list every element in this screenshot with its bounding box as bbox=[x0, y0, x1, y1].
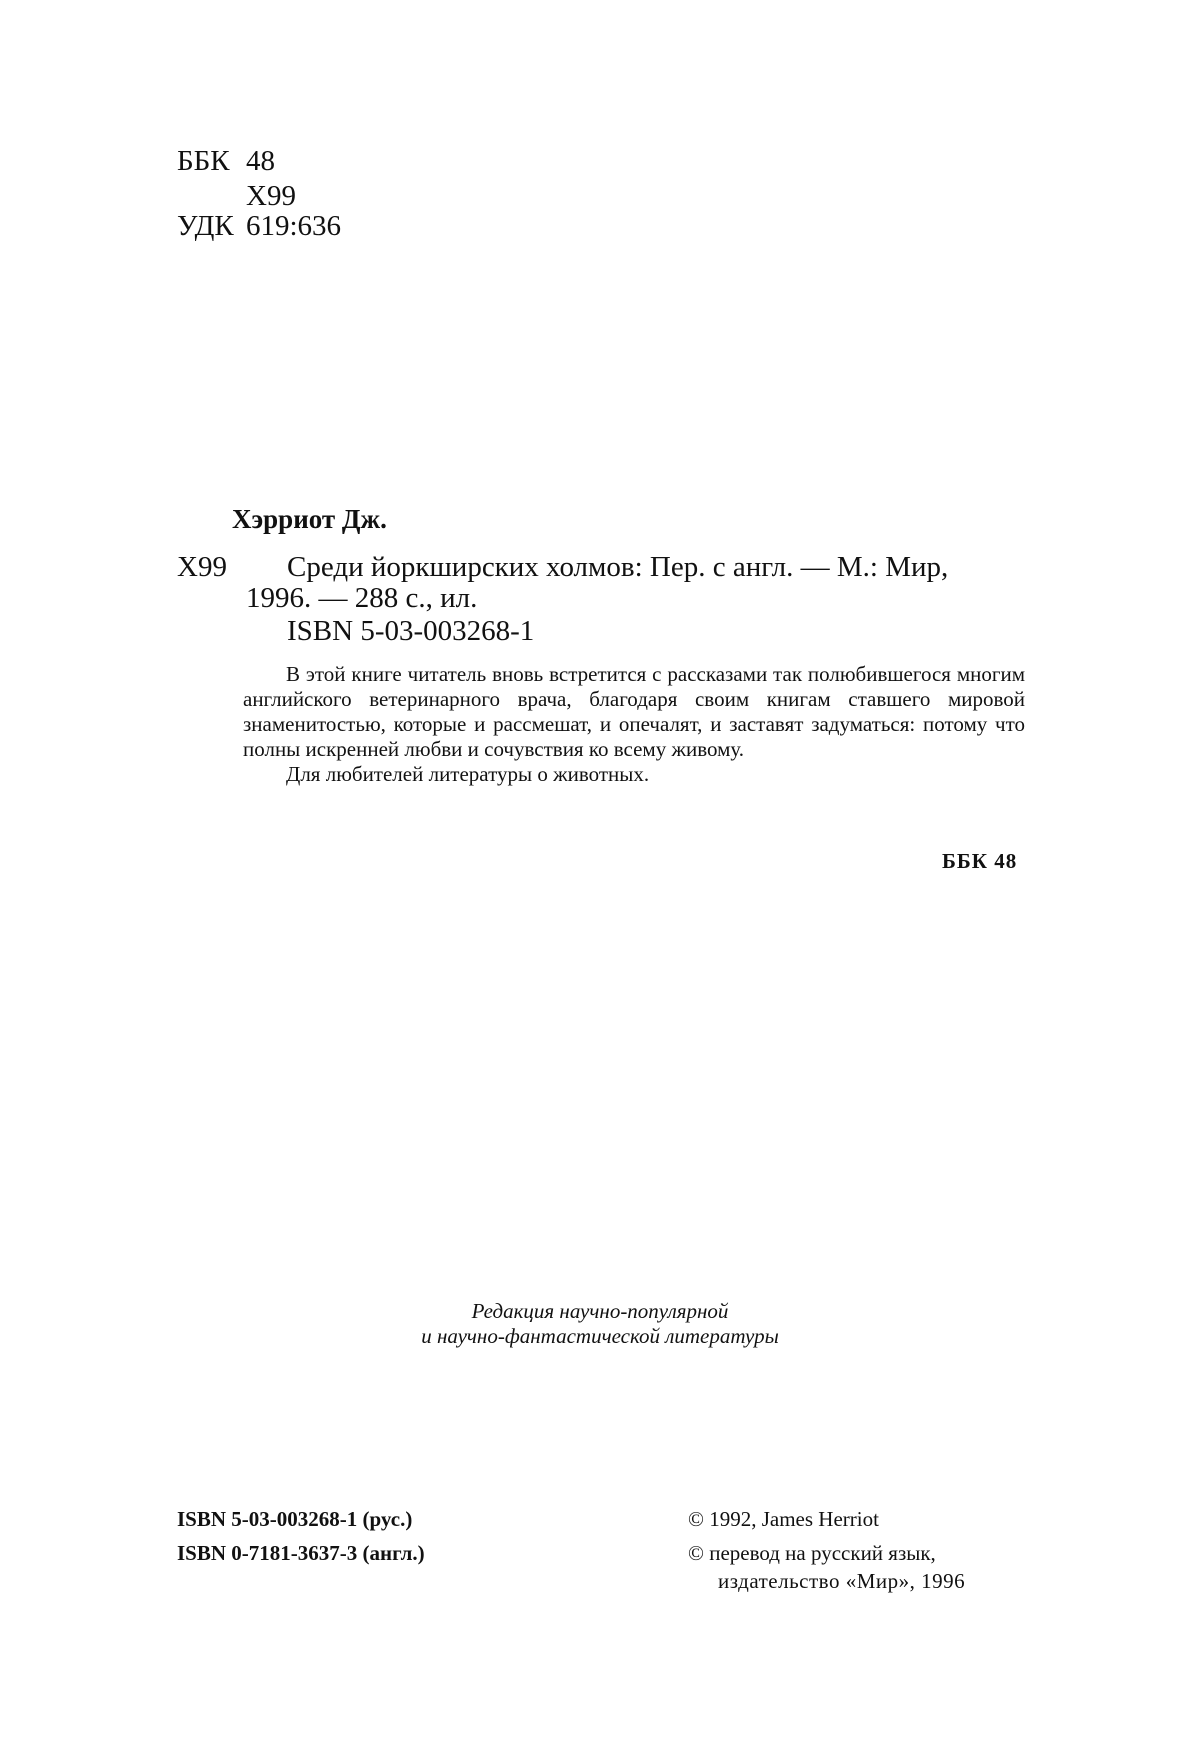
isbn-russian: ISBN 5-03-003268-1 (рус.) bbox=[177, 1507, 413, 1531]
editorial-line-1: Редакция научно-популярной bbox=[471, 1299, 729, 1323]
editorial-note bbox=[300, 1299, 900, 1349]
bbk-label: ББК bbox=[177, 145, 230, 177]
udk-label: УДК bbox=[177, 210, 234, 242]
catalog-mark: Х99 bbox=[177, 551, 227, 583]
annotation-audience: Для любителей литературы о животных. bbox=[286, 762, 650, 786]
catalog-imprint-line: 1996. — 288 с., ил. bbox=[246, 582, 478, 614]
catalog-isbn: ISBN 5-03-003268-1 bbox=[287, 615, 535, 647]
isbn-english: ISBN 0-7181-3637-3 (англ.) bbox=[177, 1541, 425, 1565]
bbk-value: 48 bbox=[246, 145, 275, 177]
author-mark: Х99 bbox=[246, 180, 296, 212]
bbk-right: ББК 48 bbox=[942, 849, 1018, 873]
copyright-publisher: издательство «Мир», 1996 bbox=[718, 1569, 966, 1593]
annotation-paragraph: В этой книге читатель вновь встретится с рассказами так полюбившегося многим английского ветеринарного врача, благодаря своим книгам ставшего мировой знаменитостью, которые и рассмешат, и опечалят, и заставят задуматься: потому что полны искренней любви и сочувствия ко всему живому. bbox=[243, 662, 1025, 761]
catalog-title-line: Среди йоркширских холмов: Пер. с англ. — М.: Мир, bbox=[287, 551, 949, 583]
editorial-line-2: и научно-фантастической литературы bbox=[421, 1324, 779, 1348]
udk-value: 619:636 bbox=[246, 210, 342, 242]
copyright-translation: © перевод на русский язык, bbox=[688, 1541, 936, 1565]
author-heading: Хэрриот Дж. bbox=[232, 504, 387, 534]
annotation bbox=[243, 662, 1025, 787]
copyright-original: © 1992, James Herriot bbox=[688, 1507, 879, 1531]
